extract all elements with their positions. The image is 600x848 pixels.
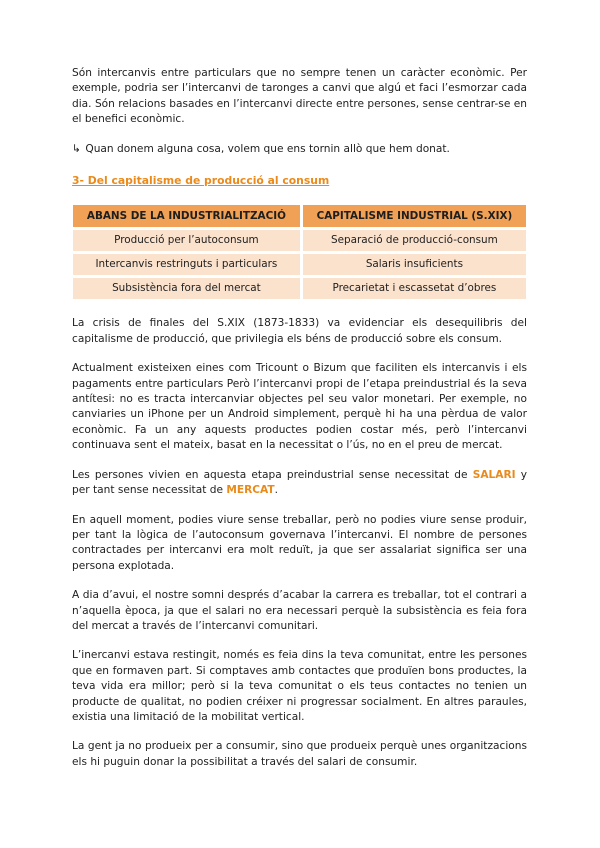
- paragraph-text: y per tant sense necessitat de: [72, 468, 527, 497]
- table-cell: Producció per l’autoconsum: [73, 230, 300, 251]
- table-cell: Precarietat i escassetat d’obres: [303, 278, 526, 299]
- table-cell: Intercanvis restringuts i particulars: [73, 254, 300, 275]
- highlight-mercat: MERCAT: [226, 484, 275, 497]
- document-body: [72, 66, 527, 770]
- table-row: [73, 278, 526, 299]
- paragraph-crisis: La crisis de finales del S.XIX (1873-1833) va evidenciar els desequilibris del capitalisme de producció, que privilegia els béns de producció sobre els consum.: [72, 317, 527, 345]
- paragraph-text: .: [274, 484, 279, 497]
- table-cell: Subsistència fora del mercat: [73, 278, 300, 299]
- table-header-cell: CAPITALISME INDUSTRIAL (S.XIX): [303, 205, 526, 227]
- paragraph-consumption: La gent ja no produeix per a consumir, sino que produeix perquè unes organitzacions els hi puguin donar la possibilitat a través del salari de consumir.: [72, 740, 527, 768]
- table-row: [73, 254, 526, 275]
- paragraph-community: L’inercanvi estava restingit, només es feia dins la teva comunitat, entre les persones que en formaven part. Si comptaves amb contactes que produïen bons productes, la teva vida era millor; però si la teva comunitat o els teus contactes no tenien un producte de qualitat, no podien créixer ni progressar socialment. En altres paraules, existia una limitació de la mobilitat vertical.: [72, 649, 527, 723]
- table-cell: Separació de producció-consum: [303, 230, 526, 251]
- paragraph-tools: Actualment existeixen eines com Tricount o Bizum que faciliten els intercanvis i els pagaments entre particulars Però l’intercanvi propi de l’etapa preindustrial és la seva antítesi: no es tracta intercanviar objectes pel seu valor monetari. Per exemple, no canviaries un iPhone per un Android simplement, perquè hi ha una pèrdua de valor econòmic. Fa un any aquests productes podien costar més, però l’intercanvi continuava sent el mateix, basat en la necessitat o l’ús, no en el preu de mercat.: [72, 362, 527, 452]
- table-cell: Salaris insuficients: [303, 254, 526, 275]
- highlight-salari: SALARI: [472, 468, 516, 481]
- note-text: Quan donem alguna cosa, volem que ens tornin allò que hem donat.: [85, 142, 450, 155]
- comparison-table: [70, 202, 529, 302]
- table-header-cell: ABANS DE LA INDUSTRIALITZACIÓ: [73, 205, 300, 227]
- table-row: [73, 230, 526, 251]
- intro-paragraph: Són intercanvis entre particulars que no sempre tenen un caràcter econòmic. Per exemple, podria ser l’intercanvi de taronges a canvi que algú et faci l’esmorzar cada dia. Són relacions basades en l’intercanvi directe entre persones, sense centrar-se en el benefici econòmic.: [72, 67, 527, 126]
- note-line: [72, 142, 527, 157]
- return-arrow-icon: ↳: [72, 142, 81, 155]
- paragraph-autoconsum: En aquell moment, podies viure sense treballar, però no podies viure sense produir, per tant la lògica de l’autoconsum governava l’intercanvi. El nombre de persones contractades per intercanvi era molt reduït, ja que ser assalariat significa ser una persona explotada.: [72, 513, 527, 572]
- paragraph-text: Les persones vivien en aquesta etapa preindustrial sense necessitat de: [72, 468, 473, 481]
- table-header-row: [73, 205, 526, 227]
- paragraph-today: A dia d’avui, el nostre somni després d’acabar la carrera es treballar, tot el contrari a n’aquella època, ja que el salari no era necessari perquè la subsistència es feia fora del mercat a través de l’intercanvi comunitari.: [72, 589, 527, 632]
- section-heading: 3- Del capitalisme de producció al consum: [72, 174, 330, 188]
- paragraph-salary-market: [72, 468, 527, 499]
